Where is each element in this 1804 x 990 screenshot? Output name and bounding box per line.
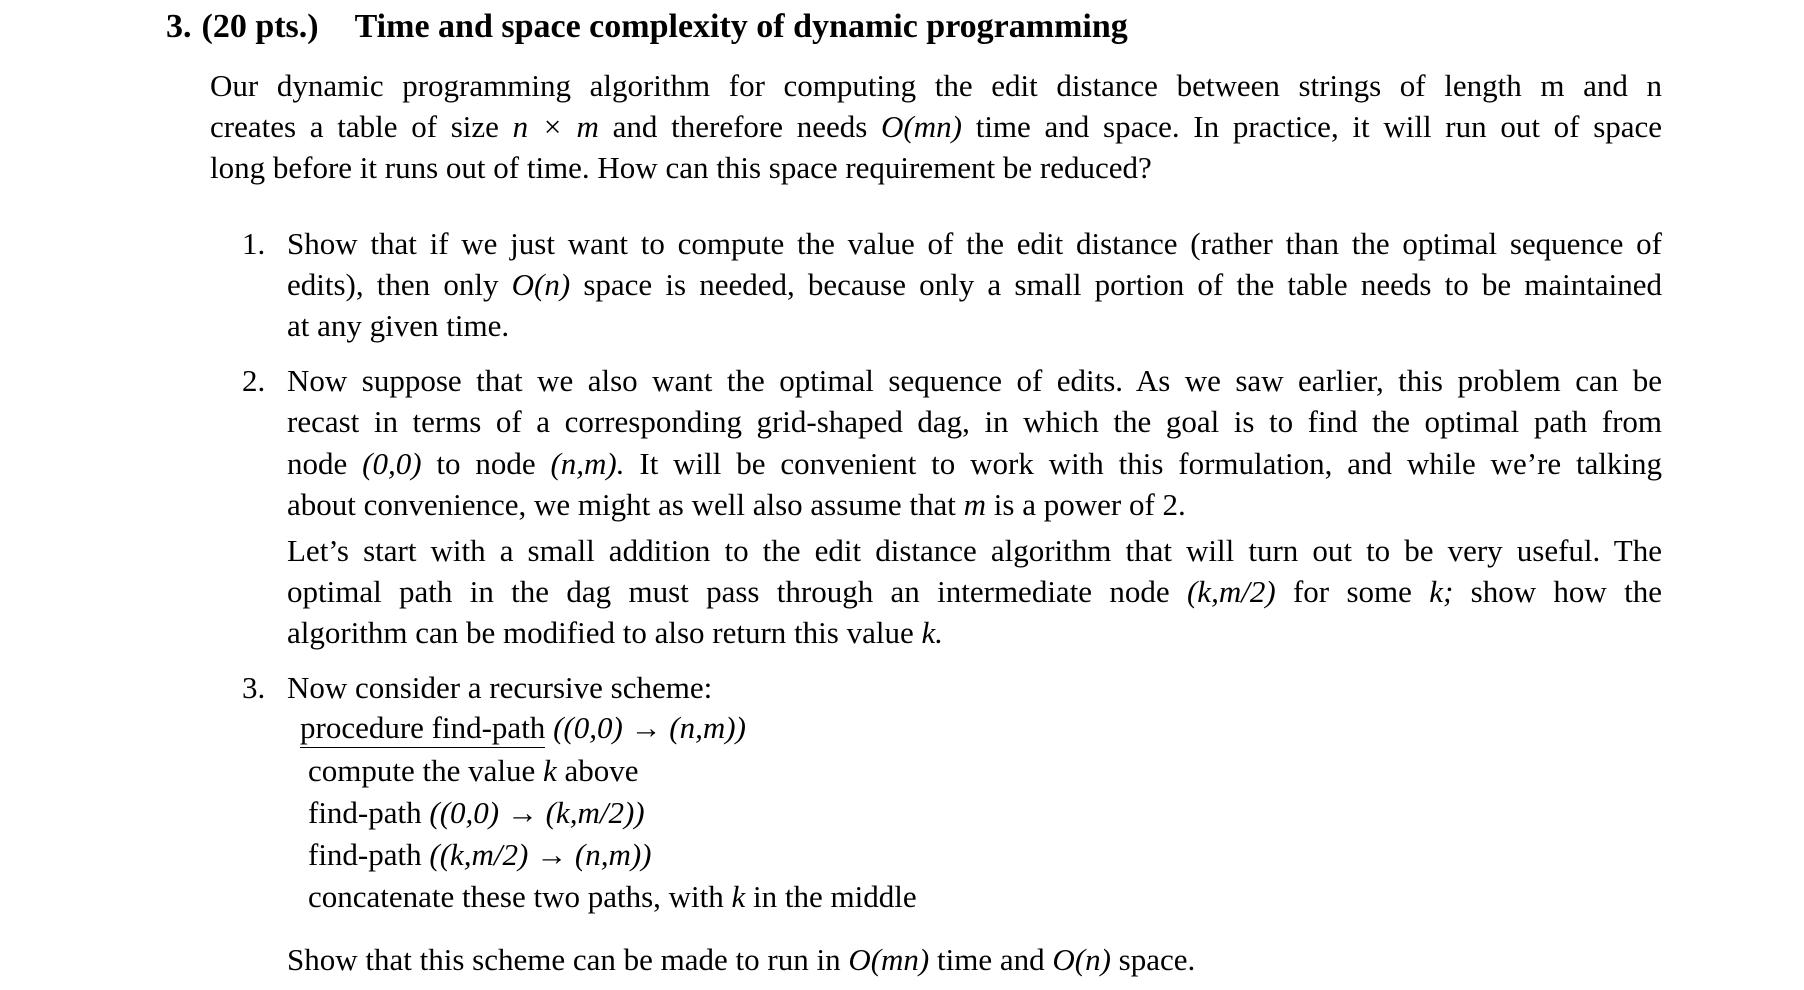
item-2-para2-line-1: Let’s start with a small addition to the edit distance algorithm that will turn out to be very useful. The: [287, 533, 1662, 568]
math-k-m-half: (k,m/2): [1186, 574, 1276, 609]
intro-line-2: creates a table of size n × m and therefore needs O(mn) time and space. In practice, it will run out of space: [210, 109, 1663, 144]
item-2-para2-line-3: algorithm can be modified to also return this value k.: [287, 615, 943, 650]
math-n-times-m: n × m: [512, 109, 599, 144]
procedure-step-4: concatenate these two paths, with k in the middle: [308, 879, 917, 914]
item-3-marker: 3.: [242, 670, 266, 705]
intro-line-1: Our dynamic programming algorithm for computing the edit distance between strings of length m and n: [210, 68, 1662, 103]
math-k-value: k.: [921, 615, 943, 650]
item-2-line-2: recast in terms of a corresponding grid-shaped dag, in which the goal is to find the optimal path from: [287, 404, 1662, 439]
item-1-line-1: Show that if we just want to compute the value of the edit distance (rather than the optimal sequence of: [287, 226, 1662, 261]
item-1-line-3: at any given time.: [287, 308, 510, 343]
procedure-step-1: compute the value k above: [308, 753, 639, 788]
procedure-step-3: find-path ((k,m/2) → (n,m)): [308, 837, 652, 872]
procedure-header: [300, 712, 746, 743]
item-2-line-4: about convenience, we might as well also assume that m is a power of 2.: [287, 487, 1186, 522]
problem-title: Time and space complexity of dynamic programming: [354, 8, 1128, 45]
math-k: k;: [1429, 574, 1454, 609]
math-o-mn: O(mn): [881, 109, 962, 144]
item-2-marker: 2.: [242, 363, 266, 398]
math-node-nm: (n,m).: [550, 446, 625, 481]
item-1-marker: 1.: [242, 226, 266, 261]
problem-points: (20 pts.): [201, 8, 319, 45]
item-2-line-1: Now suppose that we also want the optimal sequence of edits. As we saw earlier, this problem can be: [287, 363, 1662, 398]
item-2-line-3: node (0,0) to node (n,m). It will be convenient to work with this formulation, and while we’re talking: [287, 446, 1663, 481]
item-2-para2-line-2: optimal path in the dag must pass through an intermediate node (k,m/2) for some k; show how the: [287, 574, 1663, 609]
item-3-final-line: Show that this scheme can be made to run in O(mn) time and O(n) space.: [287, 942, 1196, 977]
item-1-line-2: edits), then only O(n) space is needed, because only a small portion of the table needs to be maintained: [287, 267, 1663, 302]
math-node-origin: (0,0): [362, 446, 422, 481]
procedure-step-2: find-path ((0,0) → (k,m/2)): [308, 795, 645, 830]
math-m: m: [963, 487, 987, 522]
math-o-mn-final: O(mn): [848, 942, 930, 977]
procedure-arg: ((0,0) → (n,m)): [553, 710, 746, 745]
procedure-name: procedure find-path: [300, 710, 545, 748]
intro-line-3: long before it runs out of time. How can this space requirement be reduced?: [210, 150, 1152, 185]
math-o-n-final: O(n): [1052, 942, 1111, 977]
math-o-n: O(n): [511, 267, 571, 302]
problem-heading: [166, 8, 1128, 46]
item-3-line-1: Now consider a recursive scheme:: [287, 670, 713, 705]
problem-number: 3.: [166, 8, 192, 45]
